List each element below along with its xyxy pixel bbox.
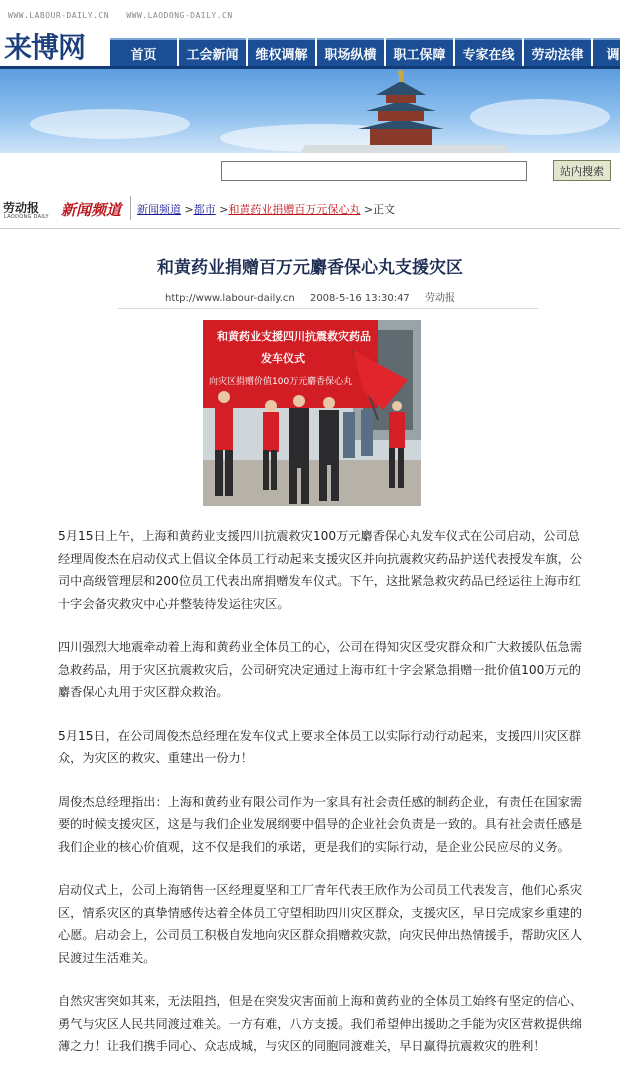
article-title: 和黄药业捐赠百万元麝香保心丸支援灾区: [157, 258, 463, 278]
article-paragraph: 启动仪式上，公司上海销售一区经理夏坚和工厂青年代表王欣作为公司员工代表发言，他们心系灾区，情系灾区的真挚情感传达着全体员工守望相助四川灾区群众，支援灾区，早日完成家乡重建的心愿。启动会上，公司员工积极自发地向灾区群众捐赠救灾款，向灾民伸出热情援手，帮助灾区人民渡过生活难关。: [58, 883, 583, 965]
banner-line-1: 和黄药业支援四川抗震救灾药品: [217, 330, 371, 343]
article-paragraph: 5月15日，在公司周俊杰总经理在发车仪式上要求全体员工以实际行动行动起来，支援四川灾区群众，为灾区的救灾、重建出一份力！: [58, 728, 581, 765]
nav-item-workplace[interactable]: 职场纵横: [317, 38, 384, 66]
article-meta: [0, 289, 620, 304]
ceremony-photo-illustration: [203, 320, 421, 506]
breadcrumb-city[interactable]: 都市: [193, 203, 216, 216]
search-button[interactable]: 站内搜索: [553, 160, 611, 181]
article-paragraph: 周俊杰总经理指出：上海和黄药业有限公司作为一家具有社会责任感的制药企业，有责任在国家需要的时候支援灾区，这是与我们企业发展纲要中倡导的企业社会负责是一致的。具有社会责任感是我们企业的核心价值观，这不仅是我们的承诺，更是我们的实际行动，是企业公民应尽的义务。: [58, 794, 583, 854]
nav-item-home[interactable]: 首页: [110, 38, 177, 66]
channel-title: 新闻频道: [61, 201, 122, 219]
publication-logo-sub: LAODONG DAILY: [4, 214, 49, 220]
article-source: 劳动报: [424, 293, 455, 304]
breadcrumb-news[interactable]: 新闻频道: [137, 203, 181, 216]
site-urls: [8, 11, 245, 20]
site-url-1[interactable]: WWW.LABOUR-DAILY.CN: [8, 11, 110, 20]
nav-item-security[interactable]: 职工保障: [386, 38, 453, 66]
article-paragraph: 5月15日上午，上海和黄药业支援四川抗震救灾100万元麝香保心丸发车仪式在公司启动，公司总经理周俊杰在启动仪式上倡议全体员工行动起来支援灾区并向抗震救灾药品护送代表授发车旗，公司中高级管理层和200位员工代表出席捐赠发车仪式。下午，这批紧急救灾药品已经运往上海市红十字会备灾救灾中心并整装待发运往灾区。: [58, 529, 583, 611]
top-strip: [0, 0, 620, 30]
banner-line-2: 发车仪式: [261, 352, 305, 365]
nav-item-law[interactable]: 劳动法律: [524, 38, 591, 66]
article-paragraph: 自然灾害突如其来，无法阻挡，但是在突发灾害面前上海和黄药业的全体员工始终有坚定的信心、勇气与灾区人民共同渡过难关。一方有难，八方支援。我们希望伸出援助之手能为灾区营救提供绵薄之力！让我们携手同心、众志成城，与灾区的同胞同渡难关，早日赢得抗震救灾的胜利！: [58, 994, 583, 1053]
banner-line-3: 向灾区捐赠价值100万元麝香保心丸: [209, 377, 353, 387]
breadcrumb-article[interactable]: 和黄药业捐赠百万元保心丸: [228, 203, 361, 216]
breadcrumb-current: 正文: [373, 203, 396, 216]
section-rule: [0, 228, 620, 229]
main-nav: [110, 38, 620, 66]
nav-item-experts[interactable]: 专家在线: [455, 38, 522, 66]
article-photo: [203, 320, 421, 506]
article-datetime: 2008-5-16 13:30:47: [309, 293, 410, 304]
nav-item-union-news[interactable]: 工会新闻: [179, 38, 246, 66]
article-source-url: http://www.labour-daily.cn: [165, 293, 295, 304]
banner: [0, 69, 620, 153]
site-logo[interactable]: 来博网: [4, 31, 86, 64]
breadcrumb-sep: >: [363, 203, 374, 216]
site-url-2[interactable]: WWW.LAODONG-DAILY.CN: [126, 11, 233, 20]
nav-item-more[interactable]: 调: [593, 38, 620, 66]
breadcrumb: [137, 201, 395, 217]
publication-logo[interactable]: 劳动报: [3, 201, 40, 215]
meta-divider: [118, 308, 538, 309]
breadcrumb-sep: >: [219, 203, 229, 216]
article-paragraph: 四川强烈大地震牵动着上海和黄药业全体员工的心，公司在得知灾区受灾群众和广大救援队伍急需急救药品，用于灾区抗震救灾后，公司研究决定通过上海市红十字会紧急捐赠一批价值100万元的麝香保心丸用于灾区群众救治。: [58, 640, 583, 699]
article-body: [58, 525, 586, 1079]
temple-of-heaven-icon: [0, 69, 620, 153]
nav-item-rights[interactable]: 维权调解: [248, 38, 315, 66]
section-divider: [130, 196, 131, 220]
breadcrumb-sep: >: [184, 203, 194, 216]
search-input[interactable]: [221, 161, 527, 181]
